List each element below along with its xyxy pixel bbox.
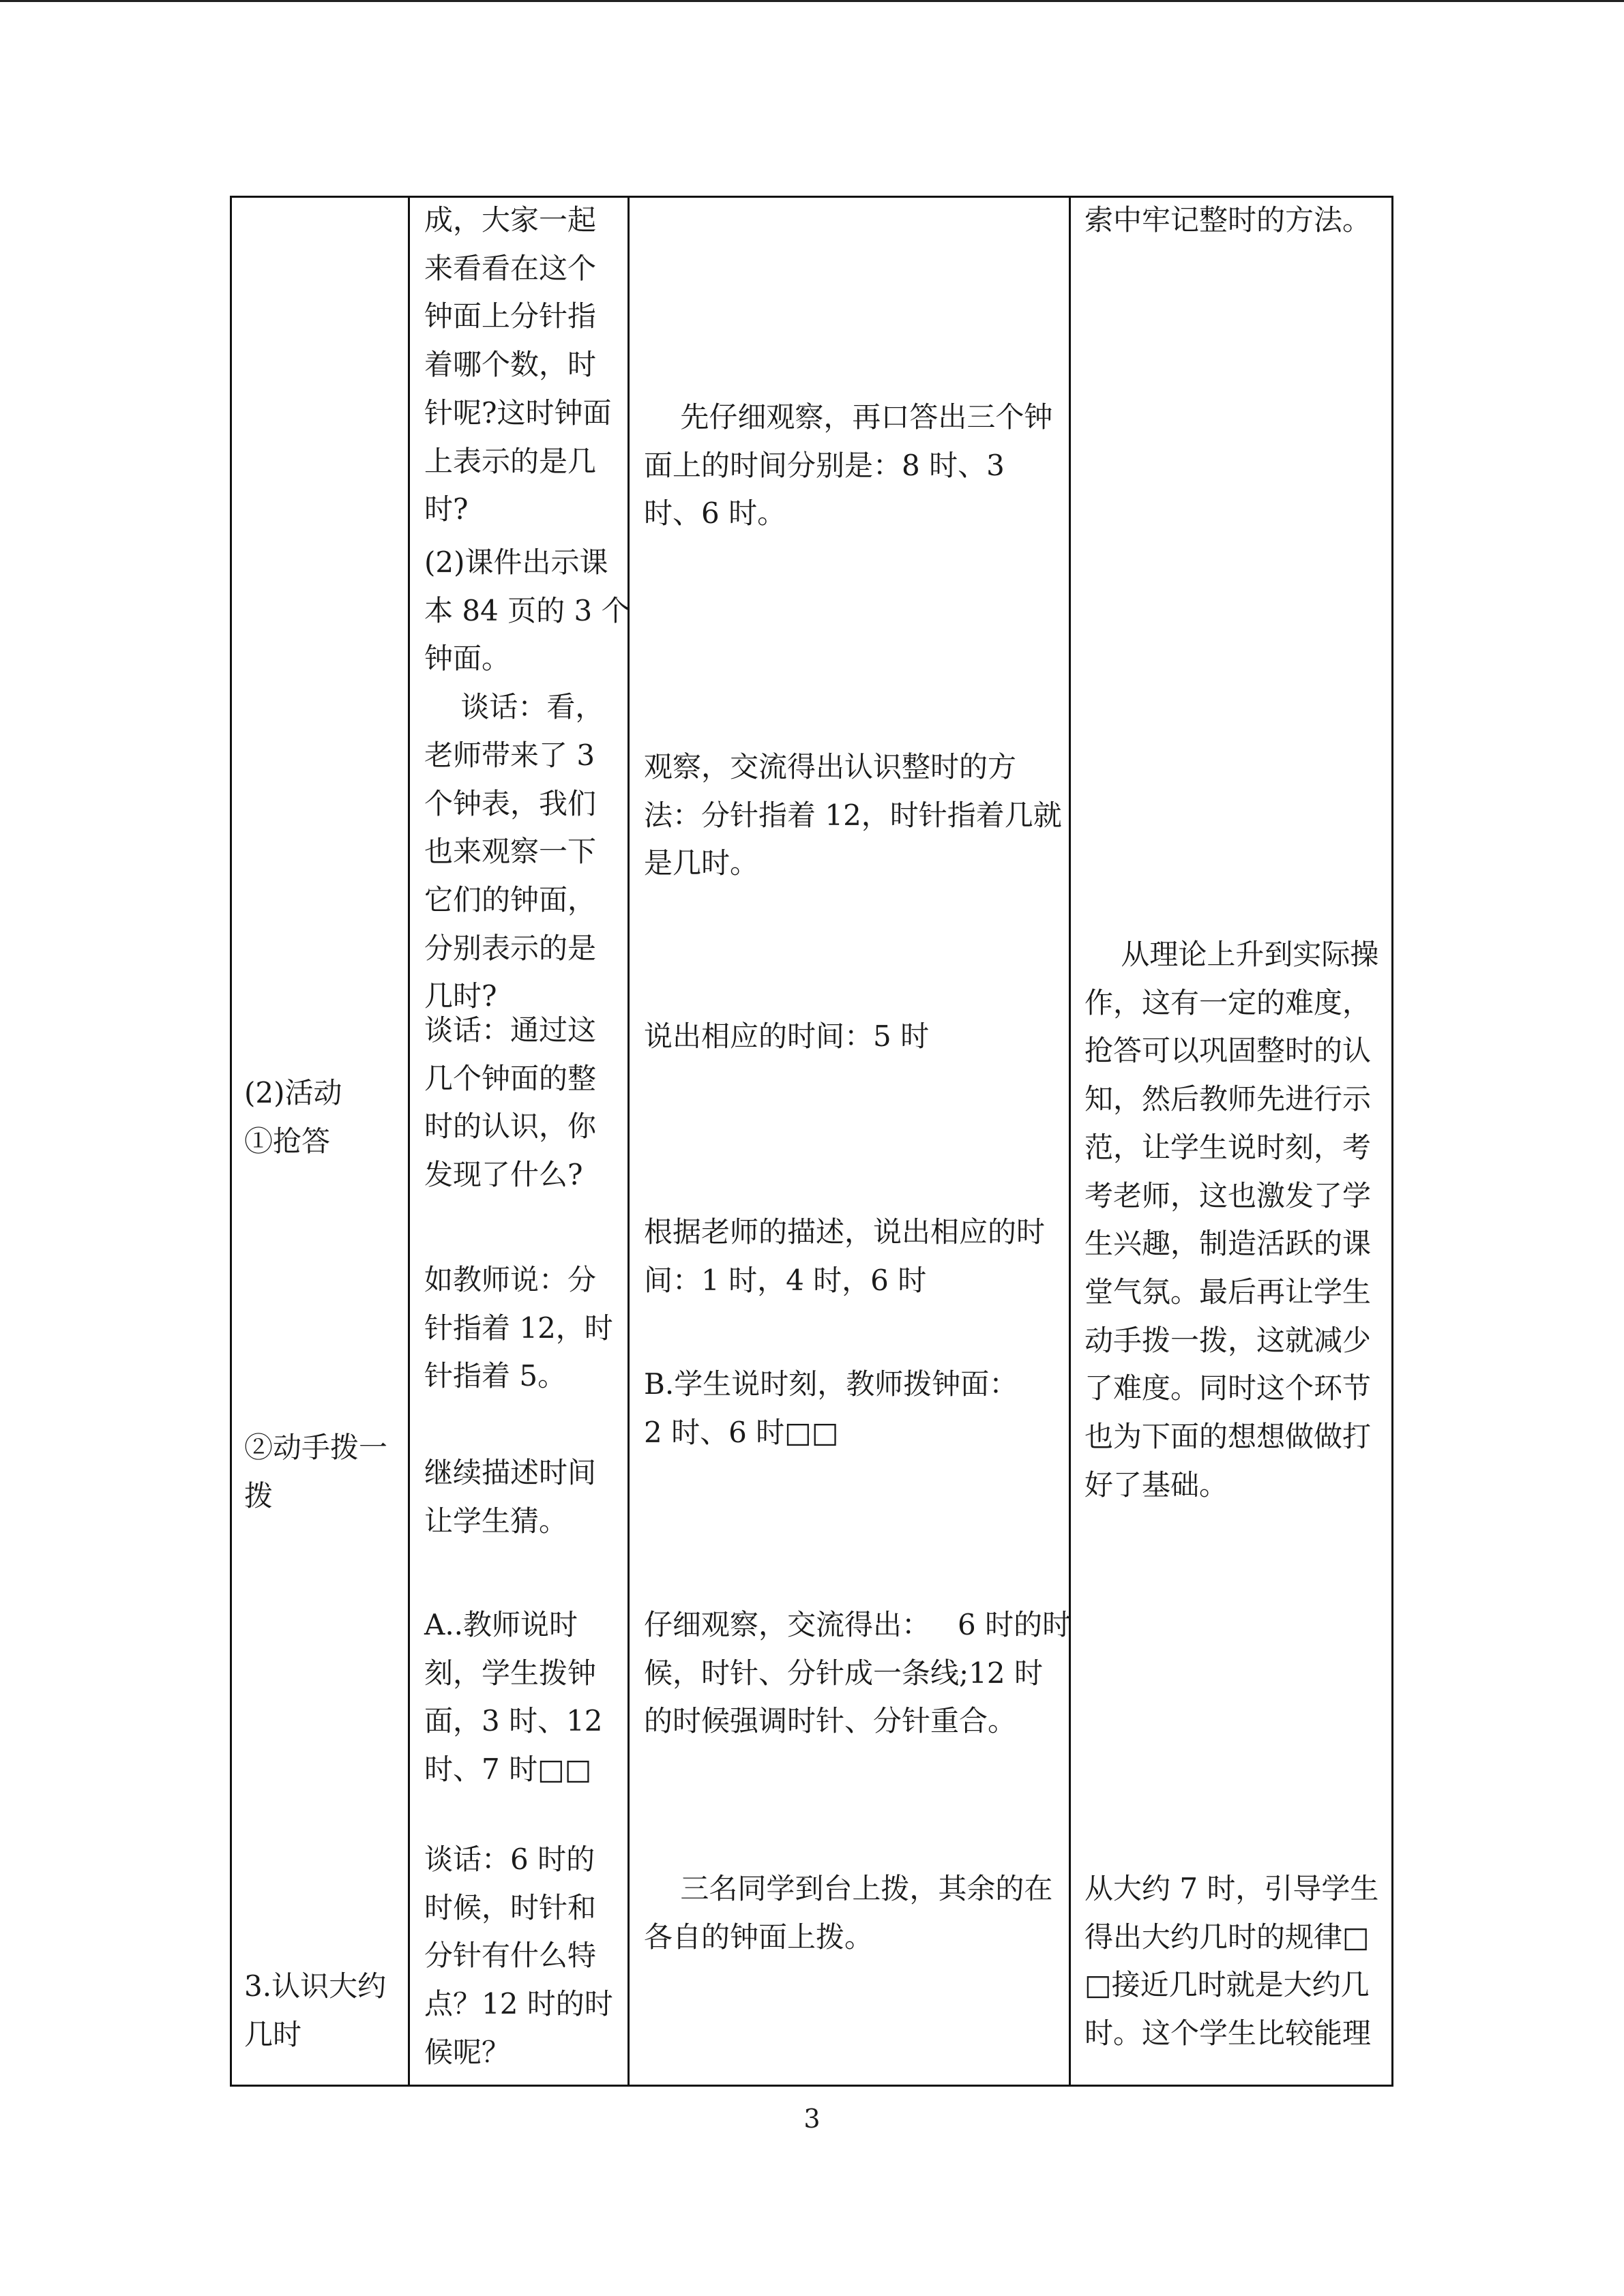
- teacher-hands-question: 谈话：6 时的 时候，时针和 分针有什么特 点？12 时的时 候呢？: [424, 1843, 613, 2069]
- column-divider-2: [628, 198, 630, 2085]
- teacher-example-text: 如教师说：分 针指着 12，时 针指着 5。: [424, 1263, 613, 1393]
- teacher-intro-text: 成，大家一起 来看看在这个 钟面上分针指 着哪个数，时 针呢?这时钟面 上表示的是几 时?: [424, 203, 612, 526]
- step-approximate-hour: 3.认识大约 几时: [244, 1969, 387, 2051]
- student-observe-hands: 仔细观察，交流得出： 6 时的时 候，时针、分针成一条线;12 时 的时候强调时针、分针重合。: [644, 1608, 1072, 1738]
- column-divider-3: [1069, 198, 1071, 2085]
- student-set-clocks: 三名同学到台上拨，其余的在 各自的钟面上拨。: [644, 1872, 1053, 1954]
- step-hands-on-dial: ②动手拨一 拨: [244, 1431, 388, 1512]
- intent-remember-method: 索中牢记整时的方法。: [1084, 203, 1372, 237]
- intent-approximate-rule: 从大约 7 时，引导学生 得出大约几时的规律□ □接近几时就是大约几 时。这个学生比较能理: [1084, 1872, 1379, 2051]
- teacher-discovery-question: 谈话：通过这 几个钟面的整 时的认识，你 发现了什么?: [424, 1013, 597, 1192]
- student-say-time: 说出相应的时间：5 时: [644, 1019, 930, 1053]
- step-activity-quick-answer: (2)活动 ①抢答: [244, 1076, 342, 1158]
- student-method-summary: 观察，交流得出认识整时的方 法：分针指着 12，时针指着几就 是几时。: [644, 750, 1062, 880]
- teacher-courseware-text: (2)课件出示课 本 84 页的 3 个 钟面。 谈话：看， 老师带来了 3 个钟表，我们 也来观察一下 它们的钟面， 分别表示的是 几时?: [424, 546, 630, 1013]
- teacher-describe-time: 继续描述时间 让学生猜。: [424, 1456, 597, 1538]
- intent-theory-to-practice: 从理论上升到实际操 作，这有一定的难度， 抢答可以巩固整时的认 知，然后教师先进行示 范，让学生说时刻，考 考老师，这也激发了学 生兴趣，制造活跃的课 堂气氛。最后再让学生 动手拨一拨，这就减少 了难度。同时这个环节 也为下面的想想做做打 好了基础。: [1084, 938, 1379, 1502]
- column-divider-1: [408, 198, 410, 2085]
- student-respond-description: 根据老师的描述，说出相应的时 间：1 时，4 时，6 时: [644, 1215, 1046, 1297]
- student-says-time-teacher-sets: B.学生说时刻，教师拨钟面： 2 时、6 时□□: [644, 1367, 1018, 1449]
- lesson-plan-table: [230, 196, 1393, 2087]
- student-observe-answer: 先仔细观察，再口答出三个钟 面上的时间分别是：8 时、3 时、6 时。: [644, 400, 1053, 531]
- page-top-border: [0, 0, 1624, 2]
- teacher-says-time-students-set: A..教师说时 刻，学生拨钟 面，3 时、12 时、7 时□□: [424, 1608, 603, 1787]
- page-number: 3: [803, 2104, 821, 2134]
